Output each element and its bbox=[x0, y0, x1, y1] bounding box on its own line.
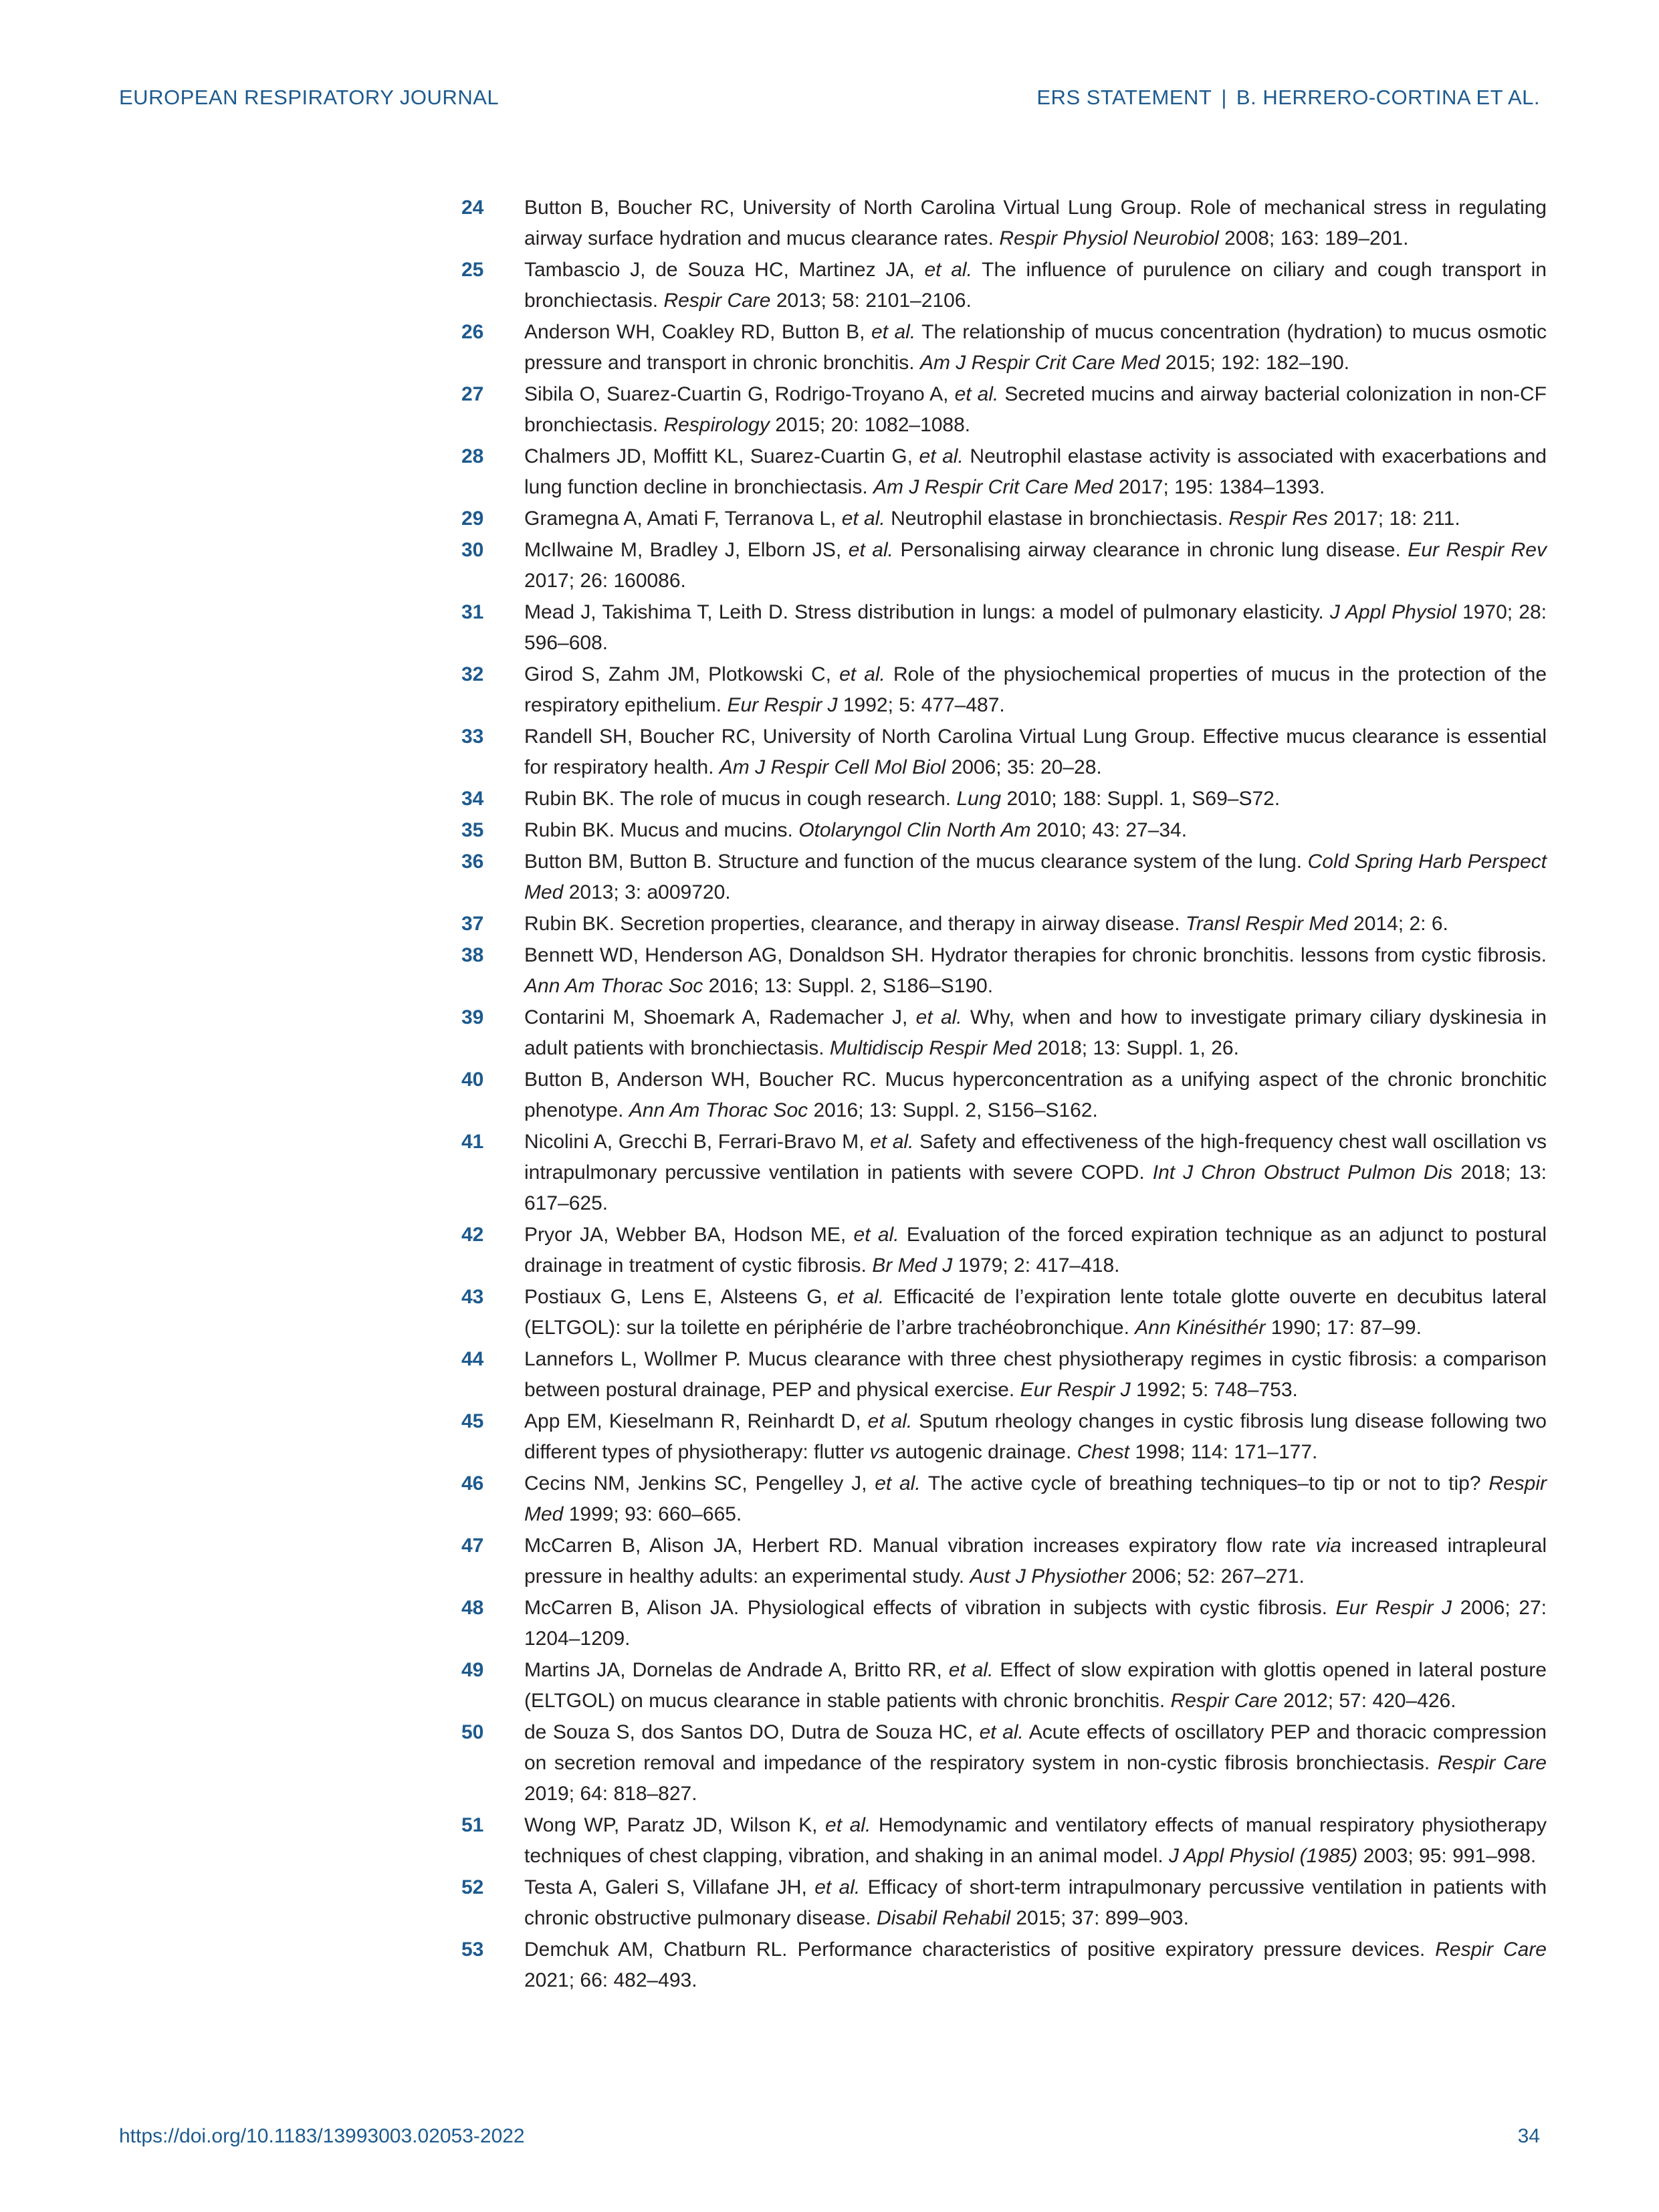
reference-citation: 1999; 93: 660–665. bbox=[563, 1503, 742, 1525]
reference-number: 37 bbox=[461, 913, 484, 935]
reference-text bbox=[524, 1468, 1547, 1530]
reference-number: 31 bbox=[461, 601, 484, 623]
reference-item bbox=[461, 441, 1547, 503]
reference-etal: et al. bbox=[915, 1006, 962, 1028]
reference-list bbox=[461, 193, 1547, 1997]
reference-item bbox=[461, 940, 1547, 1002]
reference-title: Hemodynamic and ventilatory effects of manual respiratory physiotherapy techniques of chest clapping, vibration, and shaking in an animal model. bbox=[524, 1814, 1547, 1867]
reference-journal: Respir Physiol Neurobiol bbox=[999, 227, 1219, 249]
reference-title: Effect of slow expiration with glottis opened in lateral posture (ELTGOL) on mucus clearance in stable patients with chronic bronchitis. bbox=[524, 1659, 1547, 1712]
reference-etal: et al. bbox=[875, 1472, 921, 1495]
reference-text bbox=[524, 1282, 1547, 1343]
reference-text bbox=[524, 1593, 1547, 1654]
reference-citation: 2021; 66: 482–493. bbox=[524, 1969, 697, 1991]
authors-label: B. HERRERO-CORTINA ET AL. bbox=[1236, 86, 1540, 109]
reference-item bbox=[461, 1872, 1547, 1934]
reference-authors-title: Postiaux G, Lens E, Alsteens G, bbox=[524, 1286, 837, 1308]
reference-authors-title: Button BM, Button B. Structure and function of the mucus clearance system of the lung. bbox=[524, 851, 1308, 873]
reference-title: The relationship of mucus concentration (hydration) to mucus osmotic pressure and transport in chronic bronchitis. bbox=[524, 321, 1547, 374]
reference-item bbox=[461, 1655, 1547, 1717]
reference-citation: 2010; 43: 27–34. bbox=[1030, 819, 1188, 841]
reference-journal: Respir Care bbox=[1170, 1690, 1278, 1712]
reference-number: 29 bbox=[461, 508, 484, 530]
reference-citation: 2006; 52: 267–271. bbox=[1125, 1565, 1305, 1587]
reference-text bbox=[524, 379, 1547, 441]
reference-journal: Ann Am Thorac Soc bbox=[629, 1099, 808, 1121]
reference-number: 48 bbox=[461, 1597, 484, 1619]
reference-authors-title: Gramegna A, Amati F, Terranova L, bbox=[524, 508, 842, 530]
reference-authors-title: Randell SH, Boucher RC, University of North Carolina Virtual Lung Group. Effective mucus clearance is essential for respiratory health. bbox=[524, 726, 1547, 778]
reference-italic-term: via bbox=[1315, 1535, 1341, 1557]
reference-etal: et al. bbox=[948, 1659, 994, 1681]
reference-item bbox=[461, 722, 1547, 783]
reference-citation: 2003; 95: 991–998. bbox=[1357, 1845, 1537, 1867]
reference-journal: Transl Respir Med bbox=[1185, 913, 1348, 935]
reference-number: 46 bbox=[461, 1472, 484, 1495]
reference-authors-title: Mead J, Takishima T, Leith D. Stress distribution in lungs: a model of pulmonary elasticity. bbox=[524, 601, 1330, 623]
reference-citation: 2017; 195: 1384–1393. bbox=[1113, 476, 1325, 498]
reference-item bbox=[461, 1717, 1547, 1809]
reference-text bbox=[524, 940, 1547, 1002]
reference-citation: 2015; 37: 899–903. bbox=[1010, 1907, 1189, 1929]
reference-citation: 2018; 13: Suppl. 1, 26. bbox=[1031, 1037, 1239, 1059]
reference-journal: Ann Kinésithér bbox=[1135, 1317, 1266, 1339]
reference-number: 32 bbox=[461, 663, 484, 685]
reference-item bbox=[461, 1127, 1547, 1219]
reference-number: 44 bbox=[461, 1348, 484, 1370]
reference-citation: 1992; 5: 748–753. bbox=[1130, 1379, 1298, 1401]
reference-journal: Respir Care bbox=[663, 290, 771, 312]
reference-citation: 2016; 13: Suppl. 2, S156–S162. bbox=[808, 1099, 1098, 1121]
reference-title: Efficacité de l’expiration lente totale glotte ouverte en decubitus lateral (ELTGOL): sur la toilette en périphérie de l’arbre trachéobronchique. bbox=[524, 1286, 1547, 1339]
reference-text bbox=[524, 504, 1547, 534]
section-label: ERS STATEMENT bbox=[1036, 86, 1212, 109]
reference-authors-title: Rubin BK. Secretion properties, clearance, and therapy in airway disease. bbox=[524, 913, 1186, 935]
reference-citation: 2017; 18: 211. bbox=[1327, 508, 1460, 530]
reference-title: Role of the physiochemical properties of mucus in the protection of the respiratory epithelium. bbox=[524, 663, 1547, 716]
reference-text bbox=[524, 441, 1547, 503]
reference-journal: Int J Chron Obstruct Pulmon Dis bbox=[1152, 1162, 1453, 1184]
journal-title: EUROPEAN RESPIRATORY JOURNAL bbox=[119, 86, 500, 109]
reference-number: 39 bbox=[461, 1006, 484, 1028]
reference-text bbox=[524, 1002, 1547, 1064]
reference-text bbox=[524, 1717, 1547, 1809]
reference-authors-title: Rubin BK. Mucus and mucins. bbox=[524, 819, 799, 841]
reference-journal: Respir Med bbox=[524, 1472, 1547, 1525]
reference-etal: et al. bbox=[814, 1876, 861, 1898]
reference-item bbox=[461, 815, 1547, 846]
reference-text bbox=[524, 317, 1547, 378]
reference-text bbox=[524, 1655, 1547, 1717]
reference-citation: 1990; 17: 87–99. bbox=[1265, 1317, 1422, 1339]
reference-item bbox=[461, 1406, 1547, 1468]
reference-item bbox=[461, 1468, 1547, 1530]
reference-number: 36 bbox=[461, 851, 484, 873]
reference-number: 53 bbox=[461, 1939, 484, 1961]
reference-number: 35 bbox=[461, 819, 484, 841]
reference-authors-title: de Souza S, dos Santos DO, Dutra de Souza HC, bbox=[524, 1721, 980, 1743]
reference-etal: et al. bbox=[848, 539, 893, 561]
reference-authors-title: Bennett WD, Henderson AG, Donaldson SH. Hydrator therapies for chronic bronchitis. lessons from cystic fibrosis. bbox=[524, 944, 1547, 966]
reference-etal: et al. bbox=[954, 383, 999, 405]
reference-number: 43 bbox=[461, 1286, 484, 1308]
reference-item bbox=[461, 909, 1547, 939]
reference-journal: Respir Res bbox=[1228, 508, 1328, 530]
reference-italic-term: vs bbox=[869, 1441, 890, 1463]
reference-citation: 2008; 163: 189–201. bbox=[1218, 227, 1409, 249]
reference-text bbox=[524, 722, 1547, 783]
reference-citation: 2012; 57: 420–426. bbox=[1277, 1690, 1456, 1712]
reference-citation: 2013; 58: 2101–2106. bbox=[770, 290, 972, 312]
reference-title-cont: autogenic drainage. bbox=[889, 1441, 1077, 1463]
reference-number: 49 bbox=[461, 1659, 484, 1681]
reference-title: Why, when and how to investigate primary ciliary dyskinesia in adult patients with bronchiectasis. bbox=[524, 1006, 1547, 1059]
reference-item bbox=[461, 659, 1547, 721]
reference-title: Acute effects of oscillatory PEP and thoracic compression on secretion removal and impedance of the respiratory system in non-cystic fibrosis bronchiectasis. bbox=[524, 1721, 1547, 1774]
reference-text bbox=[524, 1220, 1547, 1281]
doi-link[interactable]: https://doi.org/10.1183/13993003.02053-2022 bbox=[119, 2125, 525, 2147]
reference-text bbox=[524, 909, 1547, 939]
reference-number: 33 bbox=[461, 726, 484, 748]
reference-title: Secreted mucins and airway bacterial colonization in non-CF bronchiectasis. bbox=[524, 383, 1547, 436]
reference-item bbox=[461, 847, 1547, 908]
reference-citation: 2014; 2: 6. bbox=[1347, 913, 1448, 935]
reference-journal: Chest bbox=[1077, 1441, 1129, 1463]
reference-item bbox=[461, 1344, 1547, 1406]
reference-authors-title: McIlwaine M, Bradley J, Elborn JS, bbox=[524, 539, 849, 561]
reference-number: 34 bbox=[461, 788, 484, 810]
reference-number: 41 bbox=[461, 1131, 484, 1153]
reference-number: 27 bbox=[461, 383, 484, 405]
reference-citation: 2018; 13: 617–625. bbox=[524, 1162, 1547, 1214]
reference-title: Safety and effectiveness of the high-frequency chest wall oscillation vs intrapulmonary percussive ventilation in patients with severe COPD. bbox=[524, 1131, 1547, 1184]
reference-journal: J Appl Physiol (1985) bbox=[1168, 1845, 1358, 1867]
reference-item bbox=[461, 1531, 1547, 1592]
reference-title: Efficacy of short-term intrapulmonary percussive ventilation in patients with chronic obstructive pulmonary disease. bbox=[524, 1876, 1547, 1929]
reference-number: 45 bbox=[461, 1410, 484, 1432]
reference-authors-title: Girod S, Zahm JM, Plotkowski C, bbox=[524, 663, 840, 685]
reference-citation: 2016; 13: Suppl. 2, S186–S190. bbox=[703, 975, 994, 997]
reference-etal: et al. bbox=[924, 259, 972, 281]
reference-number: 25 bbox=[461, 259, 484, 281]
reference-title: Evaluation of the forced expiration technique as an adjunct to postural drainage in treatment of cystic fibrosis. bbox=[524, 1224, 1547, 1277]
reference-etal: et al. bbox=[839, 663, 885, 685]
reference-text bbox=[524, 535, 1547, 596]
reference-authors-title: Pryor JA, Webber BA, Hodson ME, bbox=[524, 1224, 854, 1246]
reference-title: The active cycle of breathing techniques–to tip or not to tip? bbox=[920, 1472, 1489, 1495]
reference-etal: et al. bbox=[871, 321, 916, 343]
reference-authors-title: Button B, Boucher RC, University of North Carolina Virtual Lung Group. Role of mechanical stress in regulating airway surface hydration and mucus clearance rates. bbox=[524, 197, 1547, 249]
reference-text bbox=[524, 1872, 1547, 1934]
reference-journal: Ann Am Thorac Soc bbox=[524, 975, 703, 997]
reference-etal: et al. bbox=[867, 1410, 913, 1432]
reference-title: Personalising airway clearance in chronic lung disease. bbox=[893, 539, 1408, 561]
reference-citation: 1979; 2: 417–418. bbox=[952, 1254, 1120, 1277]
reference-title: The influence of purulence on ciliary and cough transport in bronchiectasis. bbox=[524, 259, 1547, 312]
reference-etal: et al. bbox=[853, 1224, 899, 1246]
reference-authors-title: Testa A, Galeri S, Villafane JH, bbox=[524, 1876, 815, 1898]
reference-authors-title: Contarini M, Shoemark A, Rademacher J, bbox=[524, 1006, 916, 1028]
reference-journal: Multidiscip Respir Med bbox=[829, 1037, 1032, 1059]
reference-title-cont: increased intrapleural pressure in healthy adults: an experimental study. bbox=[524, 1535, 1547, 1587]
reference-item bbox=[461, 379, 1547, 441]
reference-text bbox=[524, 255, 1547, 316]
reference-item bbox=[461, 255, 1547, 316]
reference-number: 47 bbox=[461, 1535, 484, 1557]
reference-journal: Otolaryngol Clin North Am bbox=[798, 819, 1031, 841]
reference-item bbox=[461, 317, 1547, 378]
reference-journal: Eur Respir J bbox=[1335, 1597, 1452, 1619]
running-head bbox=[1036, 86, 1540, 110]
reference-authors-title: Rubin BK. The role of mucus in cough research. bbox=[524, 788, 957, 810]
reference-number: 50 bbox=[461, 1721, 484, 1743]
reference-number: 38 bbox=[461, 944, 484, 966]
reference-authors-title: App EM, Kieselmann R, Reinhardt D, bbox=[524, 1410, 868, 1432]
reference-text bbox=[524, 1406, 1547, 1468]
reference-journal: Respir Care bbox=[1435, 1939, 1547, 1961]
reference-text bbox=[524, 784, 1547, 814]
reference-title: Neutrophil elastase activity is associated with exacerbations and lung function decline in bronchiectasis. bbox=[524, 445, 1547, 498]
reference-etal: et al. bbox=[841, 508, 885, 530]
reference-title: Neutrophil elastase in bronchiectasis. bbox=[885, 508, 1229, 530]
reference-item bbox=[461, 1593, 1547, 1654]
reference-number: 42 bbox=[461, 1224, 484, 1246]
reference-citation: 2006; 35: 20–28. bbox=[946, 756, 1102, 778]
reference-item bbox=[461, 1934, 1547, 1996]
reference-journal: Am J Respir Cell Mol Biol bbox=[719, 756, 946, 778]
reference-text bbox=[524, 1344, 1547, 1406]
reference-text bbox=[524, 659, 1547, 721]
reference-journal: Eur Respir J bbox=[1020, 1379, 1131, 1401]
reference-item bbox=[461, 1810, 1547, 1872]
reference-item bbox=[461, 1065, 1547, 1126]
reference-title: Sputum rheology changes in cystic fibrosis lung disease following two different types of physiotherapy: flutter bbox=[524, 1410, 1547, 1463]
reference-journal: Am J Respir Crit Care Med bbox=[873, 476, 1113, 498]
reference-authors-title: McCarren B, Alison JA, Herbert RD. Manual vibration increases expiratory flow rate bbox=[524, 1535, 1316, 1557]
header-separator: | bbox=[1221, 86, 1227, 109]
reference-citation: 1992; 5: 477–487. bbox=[837, 694, 1005, 716]
reference-text bbox=[524, 847, 1547, 908]
reference-citation: 2013; 3: a009720. bbox=[563, 881, 731, 903]
reference-journal: Aust J Physiother bbox=[970, 1565, 1126, 1587]
reference-number: 28 bbox=[461, 445, 484, 467]
reference-journal: Respirology bbox=[663, 414, 770, 436]
reference-item bbox=[461, 784, 1547, 814]
reference-text bbox=[524, 1127, 1547, 1219]
reference-citation: 1998; 114: 171–177. bbox=[1129, 1441, 1318, 1463]
reference-number: 40 bbox=[461, 1069, 484, 1091]
reference-authors-title: Tambascio J, de Souza HC, Martinez JA, bbox=[524, 259, 925, 281]
reference-etal: et al. bbox=[837, 1286, 885, 1308]
reference-text bbox=[524, 193, 1547, 254]
reference-journal: Br Med J bbox=[872, 1254, 953, 1277]
reference-citation: 2015; 192: 182–190. bbox=[1159, 352, 1349, 374]
reference-etal: et al. bbox=[825, 1814, 871, 1836]
reference-item bbox=[461, 1220, 1547, 1281]
reference-authors-title: Anderson WH, Coakley RD, Button B, bbox=[524, 321, 871, 343]
reference-item bbox=[461, 193, 1547, 254]
reference-journal: Am J Respir Crit Care Med bbox=[919, 352, 1160, 374]
reference-citation: 2006; 27: 1204–1209. bbox=[524, 1597, 1547, 1650]
reference-journal: Respir Care bbox=[1437, 1752, 1547, 1774]
reference-etal: et al. bbox=[919, 445, 964, 467]
reference-text bbox=[524, 815, 1547, 846]
reference-authors-title: Button B, Anderson WH, Boucher RC. Mucus hyperconcentration as a unifying aspect of the chronic bronchitic phenotype. bbox=[524, 1069, 1547, 1121]
reference-number: 52 bbox=[461, 1876, 484, 1898]
reference-journal: J Appl Physiol bbox=[1329, 601, 1456, 623]
reference-authors-title: Chalmers JD, Moffitt KL, Suarez-Cuartin G, bbox=[524, 445, 919, 467]
reference-journal: Lung bbox=[956, 788, 1002, 810]
reference-etal: et al. bbox=[870, 1131, 914, 1153]
reference-item bbox=[461, 535, 1547, 596]
reference-citation: 1970; 28: 596–608. bbox=[524, 601, 1547, 654]
reference-citation: 2010; 188: Suppl. 1, S69–S72. bbox=[1001, 788, 1281, 810]
reference-number: 51 bbox=[461, 1814, 484, 1836]
reference-item bbox=[461, 1282, 1547, 1343]
reference-journal: Cold Spring Harb Perspect Med bbox=[524, 851, 1547, 903]
reference-authors-title: Cecins NM, Jenkins SC, Pengelley J, bbox=[524, 1472, 875, 1495]
reference-text bbox=[524, 597, 1547, 659]
reference-journal: Eur Respir Rev bbox=[1408, 539, 1547, 561]
reference-authors-title: Nicolini A, Grecchi B, Ferrari-Bravo M, bbox=[524, 1131, 871, 1153]
reference-authors-title: Lannefors L, Wollmer P. Mucus clearance with three chest physiotherapy regimes in cystic fibrosis: a comparison between postural drainage, PEP and physical exercise. bbox=[524, 1348, 1547, 1401]
reference-number: 30 bbox=[461, 539, 484, 561]
reference-item bbox=[461, 597, 1547, 659]
reference-citation: 2017; 26: 160086. bbox=[524, 570, 686, 592]
reference-authors-title: Demchuk AM, Chatburn RL. Performance characteristics of positive expiratory pressure devices. bbox=[524, 1939, 1436, 1961]
reference-text bbox=[524, 1065, 1547, 1126]
reference-journal: Disabil Rehabil bbox=[876, 1907, 1011, 1929]
reference-authors-title: Wong WP, Paratz JD, Wilson K, bbox=[524, 1814, 826, 1836]
reference-item bbox=[461, 504, 1547, 534]
reference-text bbox=[524, 1810, 1547, 1872]
reference-authors-title: Martins JA, Dornelas de Andrade A, Britto RR, bbox=[524, 1659, 949, 1681]
reference-number: 24 bbox=[461, 197, 484, 219]
reference-journal: Eur Respir J bbox=[727, 694, 838, 716]
reference-number: 26 bbox=[461, 321, 484, 343]
page-number: 34 bbox=[1517, 2125, 1540, 2147]
reference-citation: 2019; 64: 818–827. bbox=[524, 1783, 697, 1805]
reference-item bbox=[461, 1002, 1547, 1064]
reference-authors-title: Sibila O, Suarez-Cuartin G, Rodrigo-Troyano A, bbox=[524, 383, 955, 405]
reference-etal: et al. bbox=[979, 1721, 1024, 1743]
reference-text bbox=[524, 1934, 1547, 1996]
reference-text bbox=[524, 1531, 1547, 1592]
reference-authors-title: McCarren B, Alison JA. Physiological effects of vibration in subjects with cystic fibrosis. bbox=[524, 1597, 1336, 1619]
reference-citation: 2015; 20: 1082–1088. bbox=[769, 414, 971, 436]
